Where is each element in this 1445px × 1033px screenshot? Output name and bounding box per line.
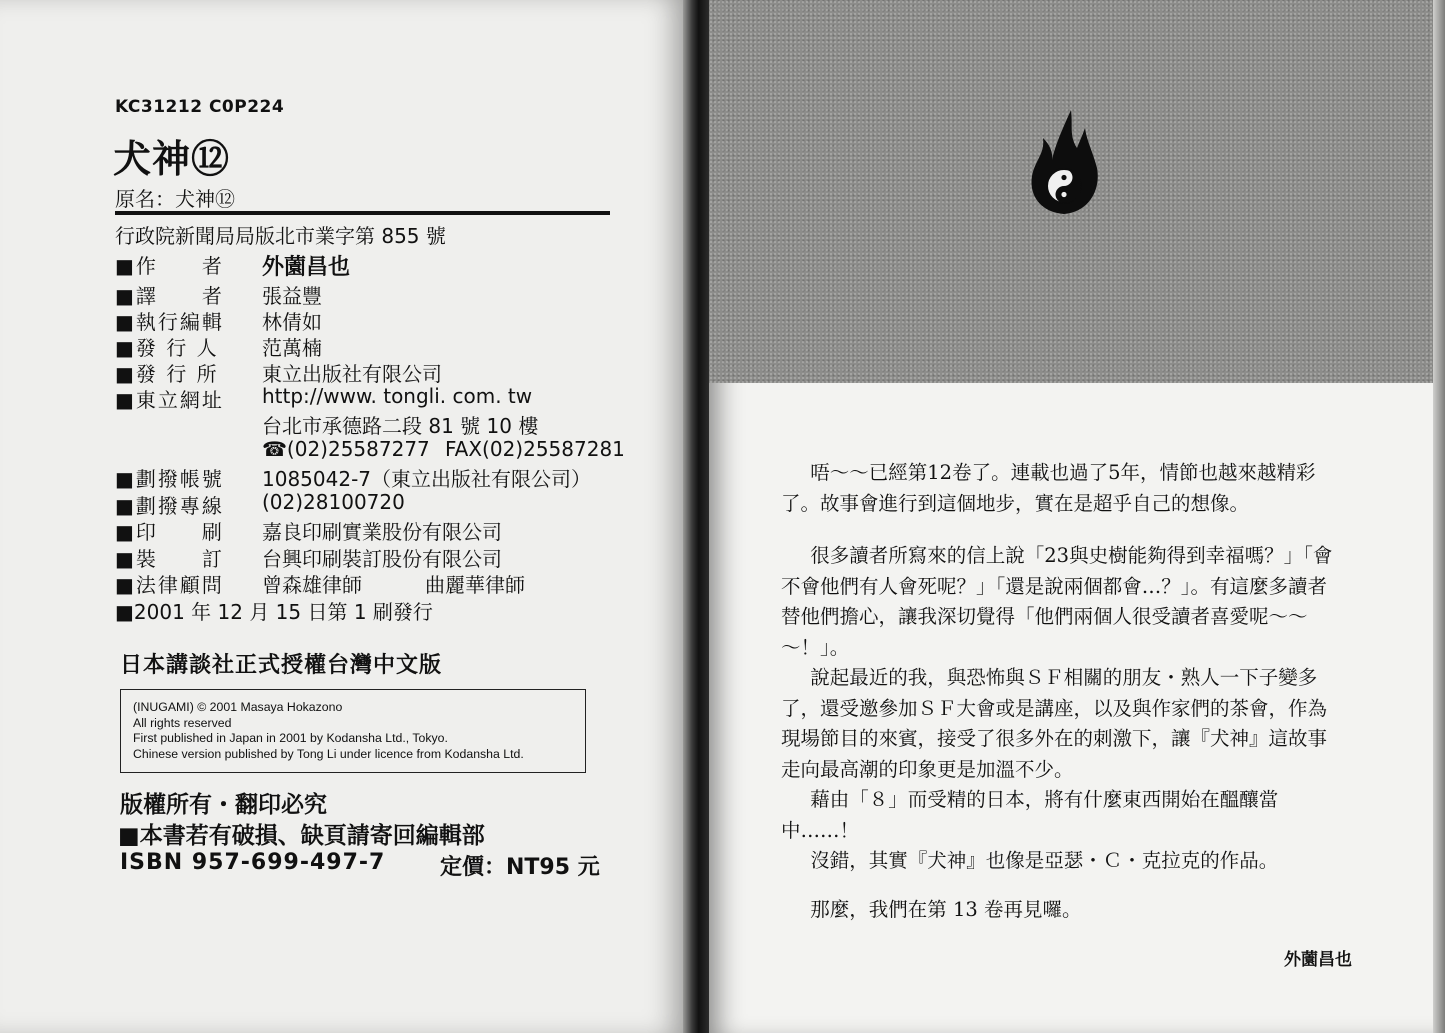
author-signature: 外薗昌也 xyxy=(1284,950,1352,970)
copyright-line: Chinese version published by Tong Li under licence from Kodansha Ltd. xyxy=(133,746,524,761)
authorization-statement: 日本講談社正式授權台灣中文版 xyxy=(120,653,443,678)
phone-number: ☎(02)25587277 xyxy=(262,437,430,461)
credit-value: (02)28100720 xyxy=(262,490,405,514)
product-code: KC31212 C0P224 xyxy=(115,97,285,117)
credit-value: 台興印刷裝訂股份有限公司 xyxy=(262,547,502,571)
paragraph: 那麼，我們在第 13 卷再見囉。 xyxy=(810,897,1082,921)
credit-key: ■發 行 所 xyxy=(115,362,219,386)
afterword-text xyxy=(781,458,1341,925)
credit-value: 1085042-7（東立出版社有限公司） xyxy=(262,467,592,491)
credit-key: ■裝 訂 xyxy=(115,547,224,571)
paragraph: 很多讀者所寫來的信上說「23與史樹能夠得到幸福嗎？」「會不會他們有人會死呢？」「還是說兩個都會…？」。有這麼多讀者替他們擔心，讓我深切覺得「他們兩個人很受讀者喜愛呢～～～！」。 xyxy=(781,544,1333,659)
credit-value: 林倩如 xyxy=(262,310,322,334)
rights-statement: 版權所有・翻印必究 xyxy=(120,792,327,818)
book-title: 犬神⑫ xyxy=(113,137,231,181)
credit-key: ■發 行 人 xyxy=(115,336,219,360)
address: 台北市承德路二段 81 號 10 樓 xyxy=(262,414,539,438)
credit-key: ■譯 者 xyxy=(115,284,224,308)
edition-date: ■2001 年 12 月 15 日第 1 刷發行 xyxy=(115,600,433,624)
registration-number: 行政院新聞局局版北市業字第 855 號 xyxy=(115,224,446,248)
credit-key: ■作 者 xyxy=(115,254,224,278)
copyright-line: All rights reserved xyxy=(133,715,232,730)
credit-key: ■印 刷 xyxy=(115,520,224,544)
copyright-line: (INUGAMI) © 2001 Masaya Hokazono xyxy=(133,700,343,714)
credit-key: ■執行編輯 xyxy=(115,310,224,334)
book-gutter xyxy=(683,0,709,1033)
credit-key: ■劃撥專線 xyxy=(115,494,224,518)
lawyer-1: 曾森雄律師 xyxy=(262,573,362,597)
damage-notice: ■本書若有破損、缺頁請寄回編輯部 xyxy=(118,823,485,849)
credit-value: 張益豐 xyxy=(262,284,322,308)
lawyer-2: 曲麗華律師 xyxy=(425,573,525,597)
fax-number: FAX(02)25587281 xyxy=(445,437,625,461)
afterword-page xyxy=(709,0,1433,1033)
credit-value: 范萬楠 xyxy=(262,336,322,360)
paragraph: 唔～～已經第12卷了。連載也過了5年，情節也越來越精彩了。故事會進行到這個地步，實在是超乎自己的想像。 xyxy=(781,461,1316,515)
price: 定價：NT95 元 xyxy=(440,855,600,880)
credit-value: 外薗昌也 xyxy=(262,255,351,280)
paragraph: 沒錯，其實『犬神』也像是亞瑟・Ｃ・克拉克的作品。 xyxy=(810,849,1279,872)
credit-value: 嘉良印刷實業股份有限公司 xyxy=(262,520,502,544)
paragraph: 說起最近的我，與恐怖與ＳＦ相關的朋友・熟人一下子變多了，還受邀參加ＳＦ大會或是講座，以及與作家們的茶會，作為現場節目的來賓，接受了很多外在的刺激下，讓『犬神』這故事走向最高潮的印象更是加溫不少。 xyxy=(781,666,1328,781)
original-title: 原名：犬神⑫ xyxy=(115,187,235,211)
paragraph: 藉由「８」而受精的日本，將有什麼東西開始在醞釀當中……！ xyxy=(781,788,1279,842)
credit-key: ■法律顧問 xyxy=(115,573,224,597)
flame-yinyang-icon xyxy=(1027,108,1101,216)
page-edge xyxy=(1433,0,1445,1033)
credit-key: ■劃撥帳號 xyxy=(115,467,224,491)
title-divider xyxy=(115,211,610,215)
credit-key: ■東立網址 xyxy=(115,388,224,412)
isbn: ISBN 957-699-497-7 xyxy=(120,850,386,875)
edition-row xyxy=(115,596,433,622)
credit-value: 東立出版社有限公司 xyxy=(262,362,442,386)
website-url: http://www. tongli. com. tw xyxy=(262,384,533,408)
copyright-line: First published in Japan in 2001 by Kodansha Ltd., Tokyo. xyxy=(133,731,448,745)
copyright-box xyxy=(120,689,586,773)
colophon-page xyxy=(0,0,683,1033)
